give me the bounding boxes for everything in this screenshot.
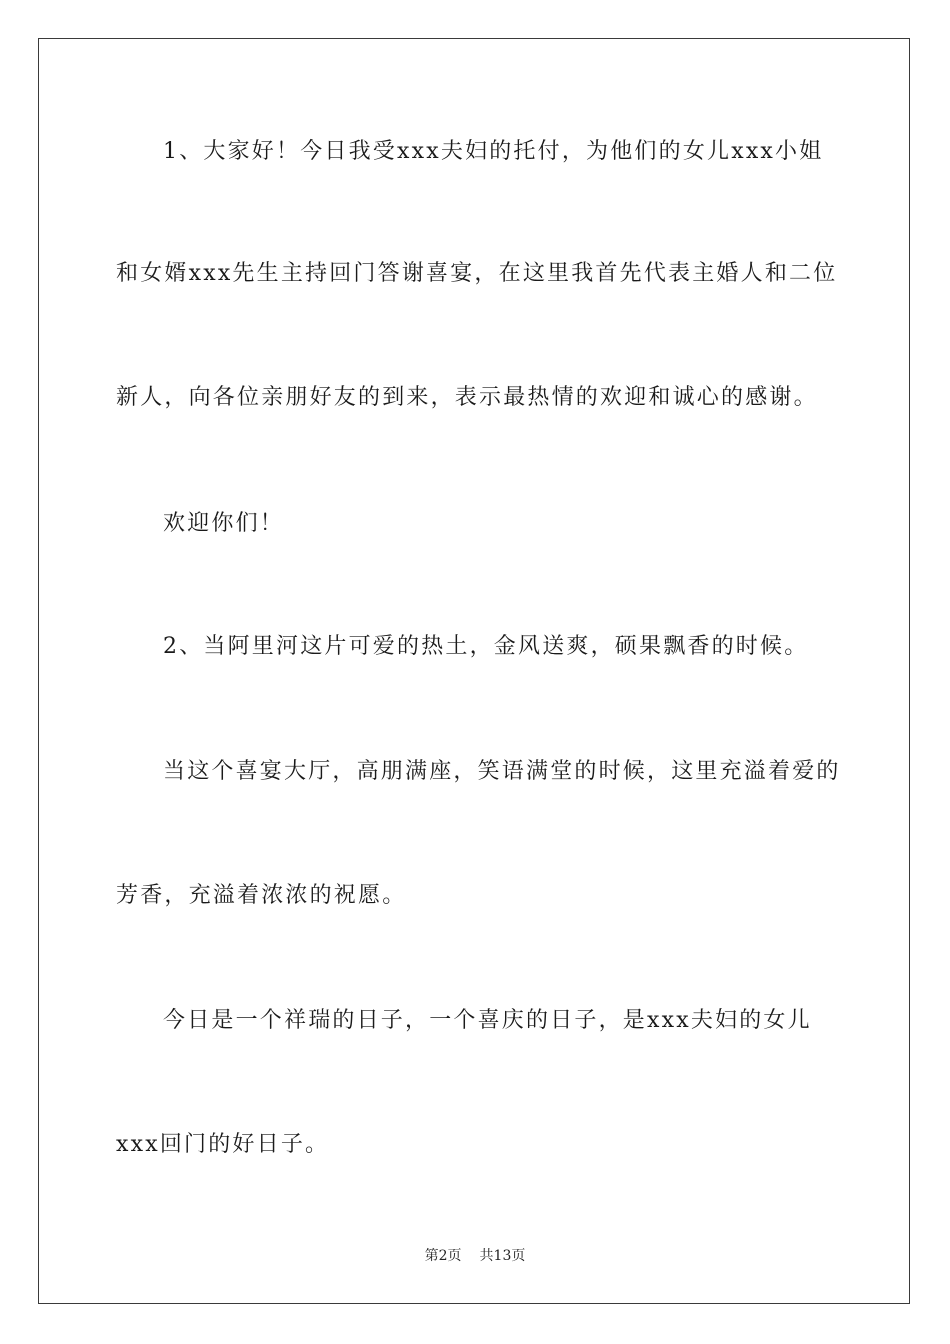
page-number-total: 共13页 — [479, 1248, 526, 1264]
paragraph-line-9: xxx回门的好日子。 — [116, 1132, 330, 1157]
paragraph-line-5: 2、当阿里河这片可爱的热土，金风送爽，硕果飘香的时候。 — [163, 634, 809, 659]
paragraph-line-1: 1、大家好！今日我受xxx夫妇的托付，为他们的女儿xxx小姐 — [163, 139, 824, 164]
paragraph-line-3: 新人，向各位亲朋好友的到来，表示最热情的欢迎和诚心的感谢。 — [116, 385, 818, 410]
paragraph-line-7: 芳香，充溢着浓浓的祝愿。 — [116, 883, 407, 908]
paragraph-line-2: 和女婿xxx先生主持回门答谢喜宴，在这里我首先代表主婚人和二位 — [116, 261, 838, 286]
page-footer — [0, 1246, 950, 1266]
paragraph-line-8: 今日是一个祥瑞的日子，一个喜庆的日子，是xxx夫妇的女儿 — [163, 1008, 812, 1033]
page-number-current: 第2页 — [424, 1248, 462, 1264]
paragraph-line-6: 当这个喜宴大厅，高朋满座，笑语满堂的时候，这里充溢着爱的 — [163, 759, 841, 784]
paragraph-line-4: 欢迎你们！ — [163, 511, 285, 536]
page-frame — [38, 38, 910, 1304]
